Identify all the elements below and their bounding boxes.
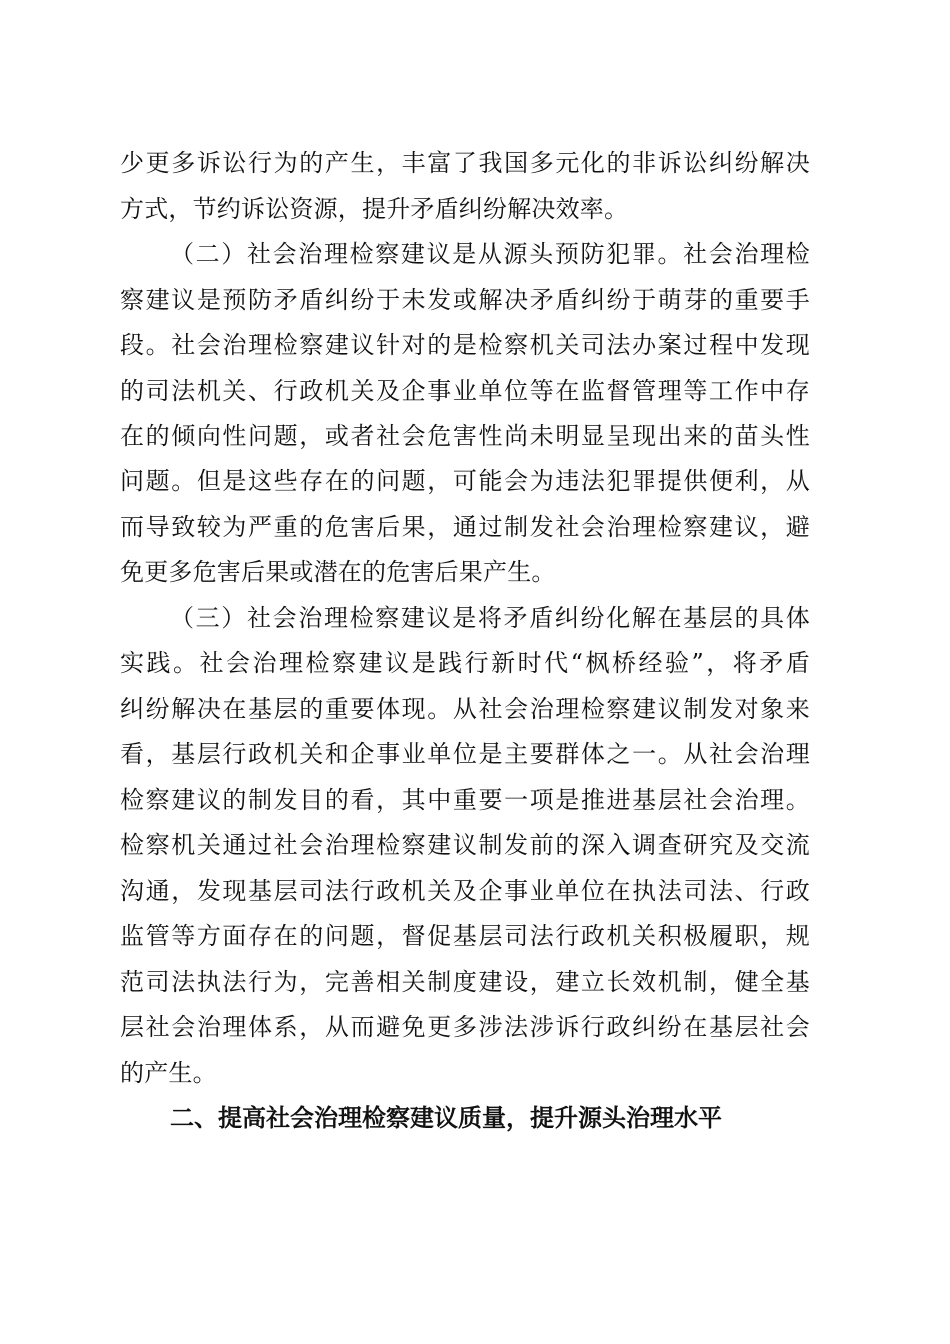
text-line: 的产生。 <box>120 1059 217 1087</box>
text-line: 实践。社会治理检察建议是践行新时代“枫桥经验”，将矛盾 <box>120 649 810 677</box>
text-line: （二）社会治理检察建议是从源头预防犯罪。社会治理检 <box>170 240 810 268</box>
text-line: （三）社会治理检察建议是将矛盾纠纷化解在基层的具体 <box>170 604 810 632</box>
text-line: 而导致较为严重的危害后果，通过制发社会治理检察建议，避 <box>120 513 810 541</box>
text-line: 检察机关通过社会治理检察建议制发前的深入调查研究及交流 <box>120 831 810 859</box>
text-line: 看，基层行政机关和企事业单位是主要群体之一。从社会治理 <box>120 740 810 768</box>
text-line: 范司法执法行为，完善相关制度建设，建立长效机制，健全基 <box>120 968 810 996</box>
text-line: 沟通，发现基层司法行政机关及企事业单位在执法司法、行政 <box>120 877 810 905</box>
text-line: 纠纷解决在基层的重要体现。从社会治理检察建议制发对象来 <box>120 695 810 723</box>
text-line: 层社会治理体系，从而避免更多涉法涉诉行政纠纷在基层社会 <box>120 1013 810 1041</box>
text-line: 在的倾向性问题，或者社会危害性尚未明显呈现出来的苗头性 <box>120 422 810 450</box>
text-line: 问题。但是这些存在的问题，可能会为违法犯罪提供便利，从 <box>120 467 810 495</box>
text-line: 段。社会治理检察建议针对的是检察机关司法办案过程中发现 <box>120 331 810 359</box>
section-heading: 二、提高社会治理检察建议质量，提升源头治理水平 <box>170 1104 722 1132</box>
text-line: 方式，节约诉讼资源，提升矛盾纠纷解决效率。 <box>120 195 629 223</box>
text-line: 的司法机关、行政机关及企事业单位等在监督管理等工作中存 <box>120 377 810 405</box>
text-line: 察建议是预防矛盾纠纷于未发或解决矛盾纠纷于萌芽的重要手 <box>120 286 810 314</box>
text-line: 监管等方面存在的问题，督促基层司法行政机关积极履职，规 <box>120 922 810 950</box>
text-line: 免更多危害后果或潜在的危害后果产生。 <box>120 558 556 586</box>
text-line: 检察建议的制发目的看，其中重要一项是推进基层社会治理。 <box>120 786 810 814</box>
text-line: 少更多诉讼行为的产生，丰富了我国多元化的非诉讼纠纷解决 <box>120 149 810 177</box>
